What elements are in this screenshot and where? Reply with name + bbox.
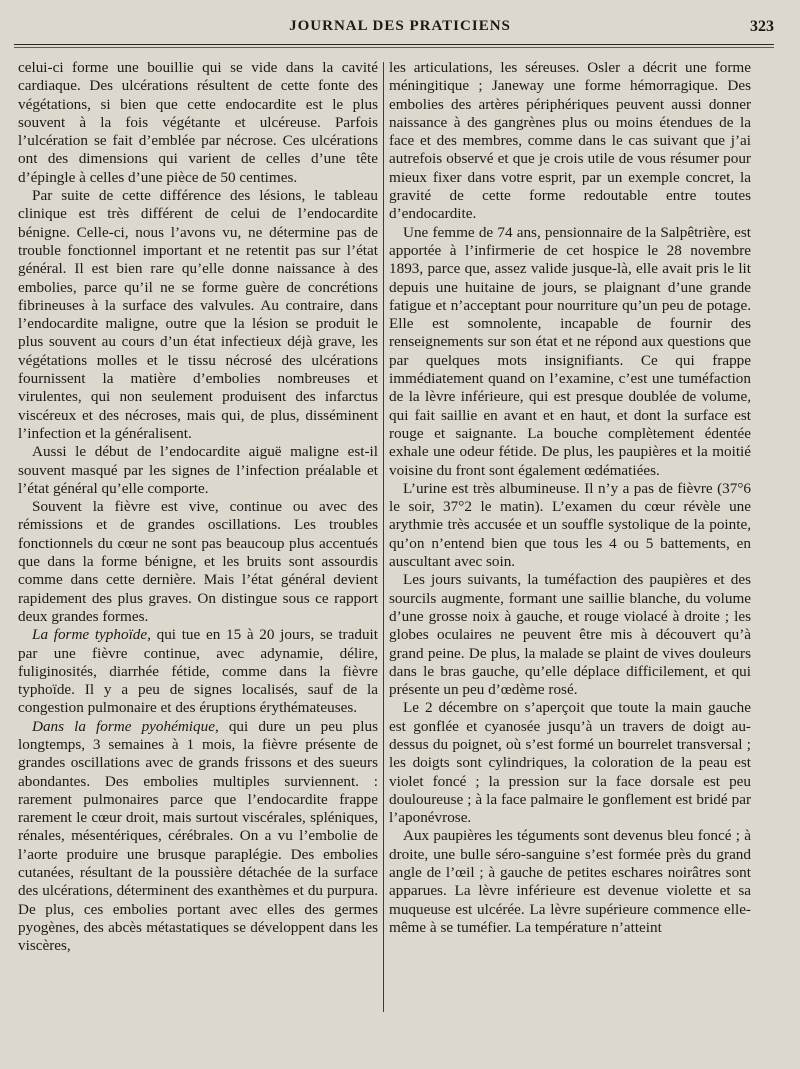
left-column [18,59,378,956]
paragraph [18,59,378,187]
paragraph-italic-lead: La forme typhoïde, [32,626,151,644]
paragraph [389,480,751,571]
paragraph [389,827,751,937]
paragraph-text: Aussi le début de l’endocardite aiguë maligne est-il souvent masqué par les signes de l’infection préalable et l’état général qu’elle comporte. [18,443,378,497]
paragraph [389,59,751,224]
header-rule-secondary [14,47,774,48]
paragraph-text: Une femme de 74 ans, pensionnaire de la Salpêtrière, est apportée à l’infirmerie de cet hospice le 28 novembre 1893, parce que, assez valide jusque-là, elle avait pris le lit depuis une huitaine de jours, se plaignant d’une grande fatigue et n’acceptant pour nourriture qu’un peu de potage. Elle est somnolente, incapable de fournir des renseignements sur son état et ne répond aux questions que par quelques mots insignifiants. Ce qui frappe immédiatement quand on l’examine, c’est une tuméfaction de la lèvre inférieure, qui est presque doublée de volume, qui fait saillie en avant et en haut, et dont la surface est rouge et saignante. La bouche complètement édentée exhale une odeur fétide. De plus, les paupières et la moitié voisine du front sont également œdématiées. [389,223,751,479]
paragraph-text: les articulations, les séreuses. Osler a décrit une forme méningitique ; Janeway une forme hémorragique. Des embolies des artères périphériques peuvent aussi donner naissance à des gangrènes plus ou moins étendues de la face et des membres, comme dans le cas suivant que j’ai autrefois observé et que je crois utile de vous résumer pour mieux fixer dans votre esprit, par un exemple concret, la gravité de cette forme redoutable entre toutes d’endocardite. [389,59,751,223]
paragraph [18,718,378,956]
header-rule [14,44,774,45]
paragraph-text: Aux paupières les téguments sont devenus bleu foncé ; à droite, une bulle séro-sanguine s’est formée près du grand angle de l’œil ; à gauche de petites eschares noirâtres sont apparues. La lèvre inférieure est devenue violette et sa muqueuse est ulcérée. La lèvre supérieure commence elle-même à se tuméfier. La température n’atteint [389,827,751,936]
journal-title: JOURNAL DES PRATICIENS [289,18,511,34]
paragraph-text: Le 2 décembre on s’aperçoit que toute la main gauche est gonflée et cyanosée jusqu’à un travers de doigt au-dessus du poignet, où s’est formé un bourrelet transversal ; les doigts sont cylindriques, la coloration de la peau est violet foncé ; la pression sur la face dorsale est peu douloureuse ; à la face palmaire le gonflement est bridé par l’aponévrose. [389,699,751,827]
paragraph-text: qui tue en 15 à 20 jours, se traduit par une fièvre continue, avec adynamie, délire, fuliginosités, diarrhée fétide, comme dans la fièvre typhoïde. Il y a peu de signes localisés, sauf de la congestion pulmonaire et des éruptions érythémateuses. [18,626,378,717]
paragraph [18,443,378,498]
paragraph [18,498,378,626]
paragraph [18,187,378,443]
paragraph [389,571,751,699]
paragraph-text: celui-ci forme une bouillie qui se vide dans la cavité cardiaque. Des ulcérations résultent de cette fonte des végétations, si bien que cette endocardite est le plus souvent à la fois végétante et ulcéreuse. Parfois l’ulcération se fait d’emblée par nécrose. Ces ulcérations ont des dimensions qui varient de celles d’une tête d’épingle à celles d’une pièce de 50 centimes. [18,59,378,186]
paragraph-text: qui dure un peu plus longtemps, 3 semaines à 1 mois, la fièvre présente de grandes oscillations avec de grands frissons et des sueurs abondantes. Des embolies multiples surviennent. : rarement pulmonaires parce que l’endocardite frappe rarement le cœur droit, mais surtout viscérales, spléniques, rénales, mésentériques, cérébrales. On a vu l’embolie de l’aorte produire une brusque paraplégie. Des embolies cutanées, résultant de la poussière détachée de la surface des ulcérations, déterminent des exanthèmes et du purpura. De plus, ces embolies portant avec elles des germes pyogènes, des abcès métastatiques se développent dans les viscères, [18,717,378,955]
paragraph-italic-lead: Dans la forme pyohémique, [32,717,219,735]
paragraph [389,224,751,480]
page-header [0,18,800,42]
page-number: 323 [750,18,774,35]
paragraph-text: Par suite de cette différence des lésions, le tableau clinique est très différent de celui de l’endocardite bénigne. Celle-ci, nous l’avons vu, ne détermine pas de trouble fonctionnel important et ne retentit pas sur l’état général. Il est bien rare qu’elle donne naissance à des embolies, parce qu’il ne se forme guère de concrétions fibrineuses à la surface des valvules. Au contraire, dans l’endocardite maligne, outre que la lésion se produit le plus souvent au cours d’un état infectieux déjà grave, les végétations molles et le tissu nécrosé des ulcérations fournissent la matière d’embolies nombreuses et virulentes, qui non seulement produisent des infarctus viscéreux et des nécroses, mais qui, de plus, disséminent l’infection et la généralisent. [18,187,378,442]
paragraph-text: Souvent la fièvre est vive, continue ou avec des rémissions et de grandes oscillations. Les troubles fonctionnels du cœur ne sont pas beaucoup plus accentués que dans la forme bénigne, et les bruits sont assourdis comme dans cette dernière. Mais l’état général devient rapidement des plus graves. On distingue sous ce rapport deux grandes formes. [18,498,378,625]
right-column [389,59,751,937]
paragraph-text: Les jours suivants, la tuméfaction des paupières et des sourcils augmente, formant une saillie blanche, du volume d’une grosse noix à gauche, et rouge violacé à droite ; les globes oculaires ne peuvent être mis à découvert qu’à grand peine. De plus, la malade se plaint de vives douleurs dans le bras gauche, qu’elle déplace difficilement, et qui présente un peu d’œdème rosé. [389,571,751,699]
paragraph [389,699,751,827]
column-divider [383,62,384,1012]
paragraph [18,626,378,717]
paragraph-text: L’urine est très albumineuse. Il n’y a pas de fièvre (37°6 le soir, 37°2 le matin). L’examen du cœur révèle une arythmie très accusée et un souffle systolique de la pointe, qu’on n’entend bien que tous les 4 ou 5 battements, en auscultant avec soin. [389,479,751,571]
